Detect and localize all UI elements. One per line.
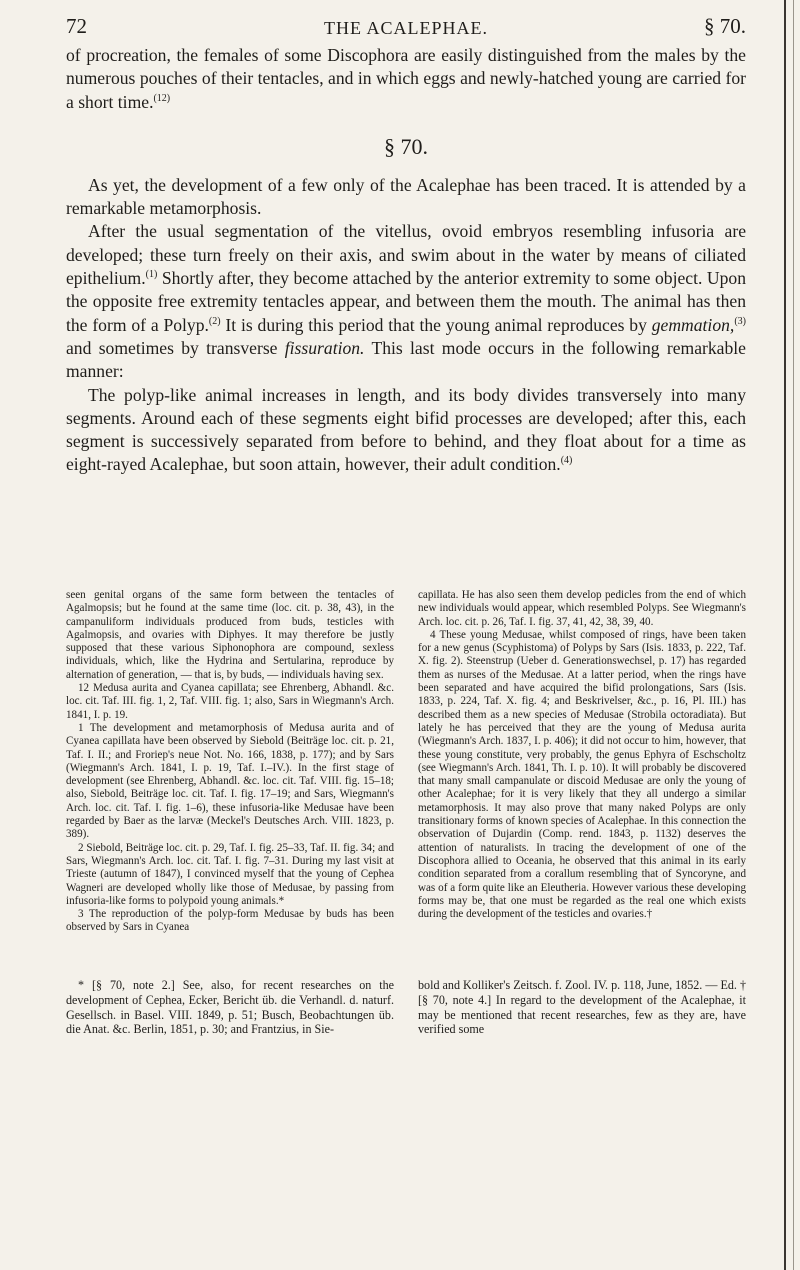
footnote-ref: (4) (560, 455, 573, 467)
running-head (66, 11, 746, 41)
editor-notes-right (418, 978, 746, 1037)
footnote-text: 12 Medusa aurita and Cyanea capillata; see Ehrenberg, Abhandl. &c. loc. cit. Taf. III. fig. 1, 2, Taf. VIII. fig. 1; also, Sars in Wiegmann's Arch. 1841, I. p. 19. (66, 682, 394, 721)
footnote-text: seen genital organs of the same form between the tentacles of Agalmopsis; but he found at the same time (loc. cit. p. 38, 43), in the campanuliform individuals produced from buds, testicles with Agalmopsis, and ovaries with Diphyes. It may therefore be justly supposed that these various Siphonophora are compound, sexless individuals, which, like the Hydrina and Sertularina, reproduce by alternation of generation, — that is, by buds, — individuals having sex. (66, 589, 394, 681)
running-section: § 70. (704, 14, 746, 38)
page-number: 72 (66, 14, 87, 38)
footnotes (66, 589, 746, 969)
italic-term: fissuration. (284, 337, 365, 358)
running-title: THE ACALEPHAE. (324, 18, 488, 38)
editor-note-text: bold and Kolliker's Zeitsch. f. Zool. IV. p. 118, June, 1852. — Ed. † [§ 70, note 4.] In regard to the development of the Acalephae, it may be mentioned that recent researches, few as they are, have verified some (418, 978, 747, 1037)
footnotes-right-column (418, 589, 746, 921)
intro-paragraph: of procreation, the females of some Discophora are easily distinguished from the males by the numerous pouches of their tentacles, and in which eggs and newly-hatched young are carried for a short time.$^{(12)}$ (66, 45, 746, 112)
footnote-ref: (12) (153, 92, 171, 104)
paragraph-1: As yet, the development of a few only of the Acalephae has been traced. It is attended by a remarkable metamorphosis. (66, 174, 746, 219)
editor-note-text: * [§ 70, note 2.] See, also, for recent researches on the development of Cephea, Ecker, Bericht üb. die Verhandl. d. naturf. Gesellsch. in Basel. VIII. 1849, p. 51; Busch, Beobachtungen üb. die Anat. &c. Berlin, 1851, p. 30; and Frantzius, in Sie- (66, 978, 394, 1037)
footnote-text: 3 The reproduction of the polyp-form Medusae by buds has been observed by Sars in Cyanea (66, 908, 394, 934)
footnote-text: 1 The development and metamorphosis of Medusa aurita and of Cyanea capillata have been observed by Siebold (Beiträge loc. cit. p. 21, Taf. I. II.; and Froriep's neue Not. No. 166, 1838, p. 177); and by Sars (Wiegmann's Arch. 1841, I. p. 19, Taf. I.–IV.). In the first stage of development (see Ehrenberg, Abhandl. &c. loc. cit. Taf. VIII. fig. 15–18; also, Siebold, Beiträge loc. cit. Taf. I. fig. 17–19; and Sars, Wiegmann's Arch. loc. cit. Taf. I. fig. 1–6), these infusoria-like Medusae have been regarded by Baer as the larvæ (Meckel's Deutsches Arch. VIII. 1823, p. 389). (66, 721, 394, 841)
editor-notes-left (66, 978, 394, 1037)
footnote-text: 2 Siebold, Beiträge loc. cit. p. 29, Taf. I. fig. 25–33, Taf. II. fig. 34; and Sars, Wiegmann's Arch. loc. cit. Taf. I. fig. 7–31. During my last visit at Trieste (autumn of 1847), I convinced myself that the young of Cephea Wagneri are developed wholly like those of Medusae, by passing from infusoria-like forms to polypoid young animals.* (66, 841, 394, 907)
footnotes-left-column (66, 589, 394, 935)
page-edge-line-outer (793, 0, 794, 1270)
editor-notes (66, 978, 746, 1088)
page-edge-line (784, 0, 786, 1270)
section-heading: § 70. (384, 133, 428, 159)
footnote-text: capillata. He has also seen them develop pedicles from the end of which new individuals would appear, which resembled Polyps. See Wiegmann's Arch. loc. cit. p. 26, Taf. I. fig. 37, 41, 42, 38, 39, 40. (418, 589, 746, 628)
footnote-text: 4 These young Medusae, whilst composed of rings, have been taken for a new genus (Scyphistoma) of Polyps by Sars (Isis. 1833, p. 222, Taf. X. fig. 2). Steenstrup (Ueber d. Generationswechsel, p. 17) has regarded them as nurses of the Medusae. At a latter period, when the rings have been separated and have acquired the bifid prolongations, Sars (Isis. 1833, p. 224, Taf. X. fig. 4; and Beskrivelser, &c., p. 16, Pl. III.) has described them as a new species of Medusae (Strobila octoradiata). But lately he has perceived that they are the young of Medusa aurita (Wiegmann's Arch. 1837, I. p. 406); it did not occur to him, however, that these young constitute, very probably, the genus Ephyra of Eschscholtz (see Wiegmann's Arch. 1841, Th. I. p. 10). It will probably be discovered that many small campanulate or discoid Medusae are only the young of other Acalephae; for it is very likely that they all undergo a similar metamorphosis. It may also prove that many naked Polyps are only transitionary forms of known species of Acalephae. In this connection the observation of Dujardin (Comp. rend. 1843, p. 1132) deserves the attention of naturalists. In tracing the development of one of the Discophora allied to Oceania, he observed that this animal in its early condition separated from a corallum resembling that of Syncoryne, and was of a form quite like an Eleutheria. However various these developing forms may be, that one must be regarded as the real one which exists during the development of the testicles and ovaries.† (418, 628, 746, 921)
italic-term: gemmation, (651, 314, 735, 335)
paragraph-3: The polyp-like animal increases in length, and its body divides transversely into many segments. Around each of these segments eight bifid processes are developed; after this, each segment is successively separated from before to behind, and they float about for a time as eight-rayed Acalephae, but soon attain, however, their adult condition.$^{(4)}$ (66, 384, 746, 475)
footnote-ref: (2) (208, 315, 221, 327)
footnote-ref: (3) (734, 315, 746, 327)
footnote-ref: (1) (145, 269, 158, 281)
main-text (66, 44, 746, 477)
paragraph-2: After the usual segmentation of the vitellus, ovoid embryos resembling infusoria are developed; these turn freely on their axis, and swim about in the water by means of ciliated epithelium.$^{(1)}$ Shortly after, they become attached by the anterior extremity to some object. Upon the opposite free extremity tentacles appear, and between them the mouth. The animal has then the form of a Polyp.$^{(2)}$ It is during this period that the young animal reproduces by gemmation,$^{(3)}$ and sometimes by transverse fissuration. This last mode occurs in the following remarkable manner: (66, 221, 746, 382)
